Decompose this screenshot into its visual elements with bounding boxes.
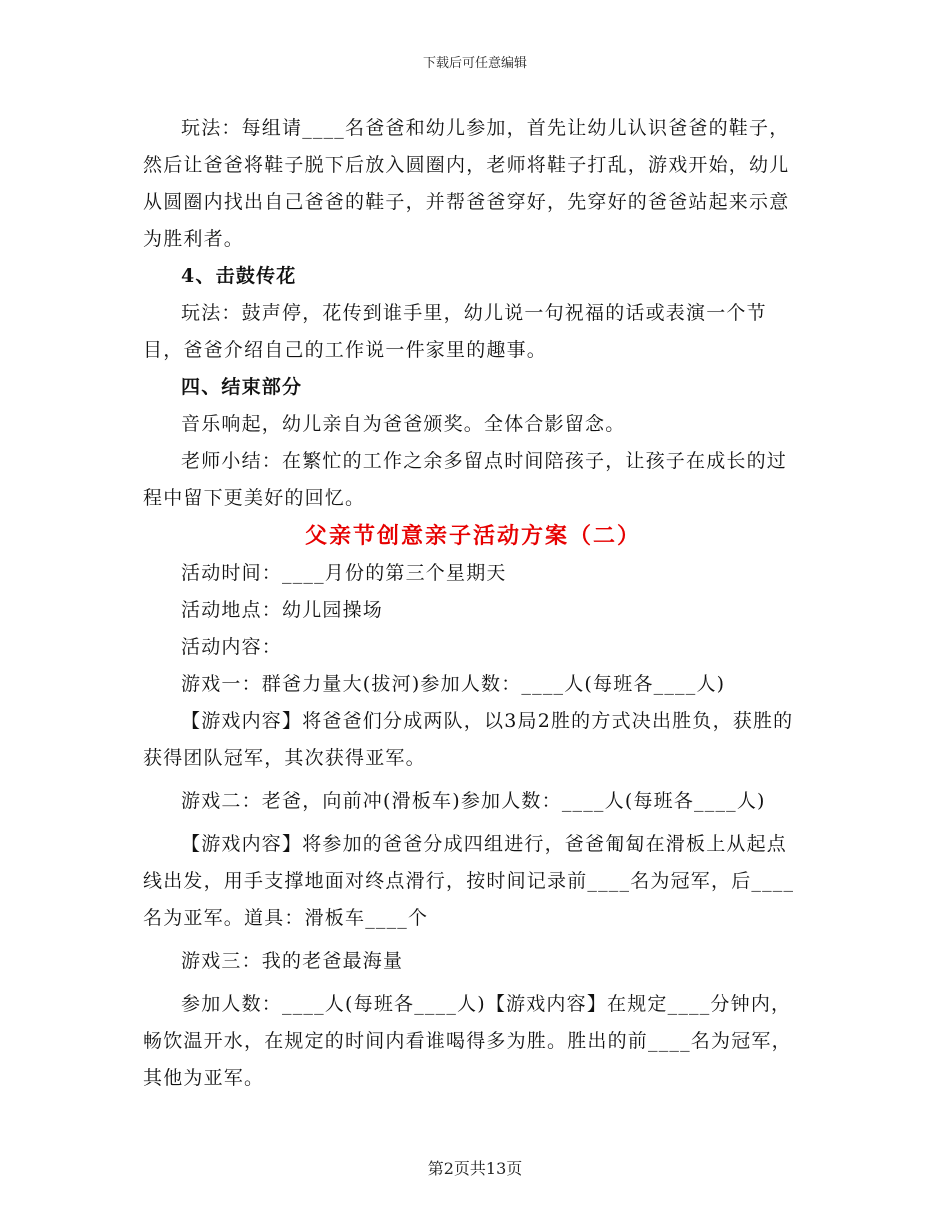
- heading-ending-section: 四、结束部分: [181, 376, 303, 398]
- paragraph-game-two: 游戏二：老爸，向前冲(滑板车)参加人数：____人(每班各____人): [181, 790, 766, 812]
- paragraph-teacher-summary: 老师小结：在繁忙的工作之余多留点时间陪孩子，让孩子在成长的过程中留下更美好的回忆。: [143, 450, 788, 509]
- paragraph-activity-place: 活动地点：幼儿园操场: [181, 599, 384, 621]
- paragraph-activity-time: 活动时间：____月份的第三个星期天: [181, 562, 507, 584]
- section-title: 父亲节创意亲子活动方案（二）: [304, 523, 641, 549]
- paragraph-game-two-content: 【游戏内容】将参加的爸爸分成四组进行，爸爸匍匐在滑板上从起点线出发，用手支撑地面对终点滑行，按时间记录前____名为冠军，后____名为亚军。道具：滑板车____个: [143, 833, 795, 929]
- paragraph-game-one: 游戏一：群爸力量大(拔河)参加人数：____人(每班各____人): [181, 673, 726, 695]
- paragraph-game-one-content: 【游戏内容】将爸爸们分成两队，以3局2胜的方式决出胜负，获胜的获得团队冠军，其次获得亚军。: [143, 710, 794, 769]
- heading-drum-flower: 4、击鼓传花: [181, 265, 297, 287]
- paragraph-gameplay-drum: 玩法：鼓声停，花传到谁手里，幼儿说一句祝福的话或表演一个节目，爸爸介绍自己的工作说一件家里的趣事。: [143, 302, 767, 361]
- page-header: 下载后可任意编辑: [422, 56, 527, 71]
- paragraph-game-three: 游戏三：我的老爸最海量: [181, 950, 404, 972]
- paragraph-game-three-content: 参加人数：____人(每班各____人)【游戏内容】在规定____分钟内，畅饮温开水，在规定的时间内看谁喝得多为胜。胜出的前____名为冠军，其他为亚军。: [143, 993, 792, 1089]
- paragraph-music-award: 音乐响起，幼儿亲自为爸爸颁奖。全体合影留念。: [181, 413, 626, 435]
- document-body: [143, 110, 803, 1097]
- paragraph-activity-content: 活动内容：: [181, 636, 283, 658]
- paragraph-gameplay-shoes: 玩法：每组请____名爸爸和幼儿参加，首先让幼儿认识爸爸的鞋子，然后让爸爸将鞋子脱下后放入圆圈内，老师将鞋子打乱，游戏开始，幼儿从圆圈内找出自己爸爸的鞋子，并帮爸爸穿好，先穿好的爸爸站起来示意为胜利者。: [143, 117, 790, 250]
- page-footer: 第2页共13页: [427, 1159, 523, 1178]
